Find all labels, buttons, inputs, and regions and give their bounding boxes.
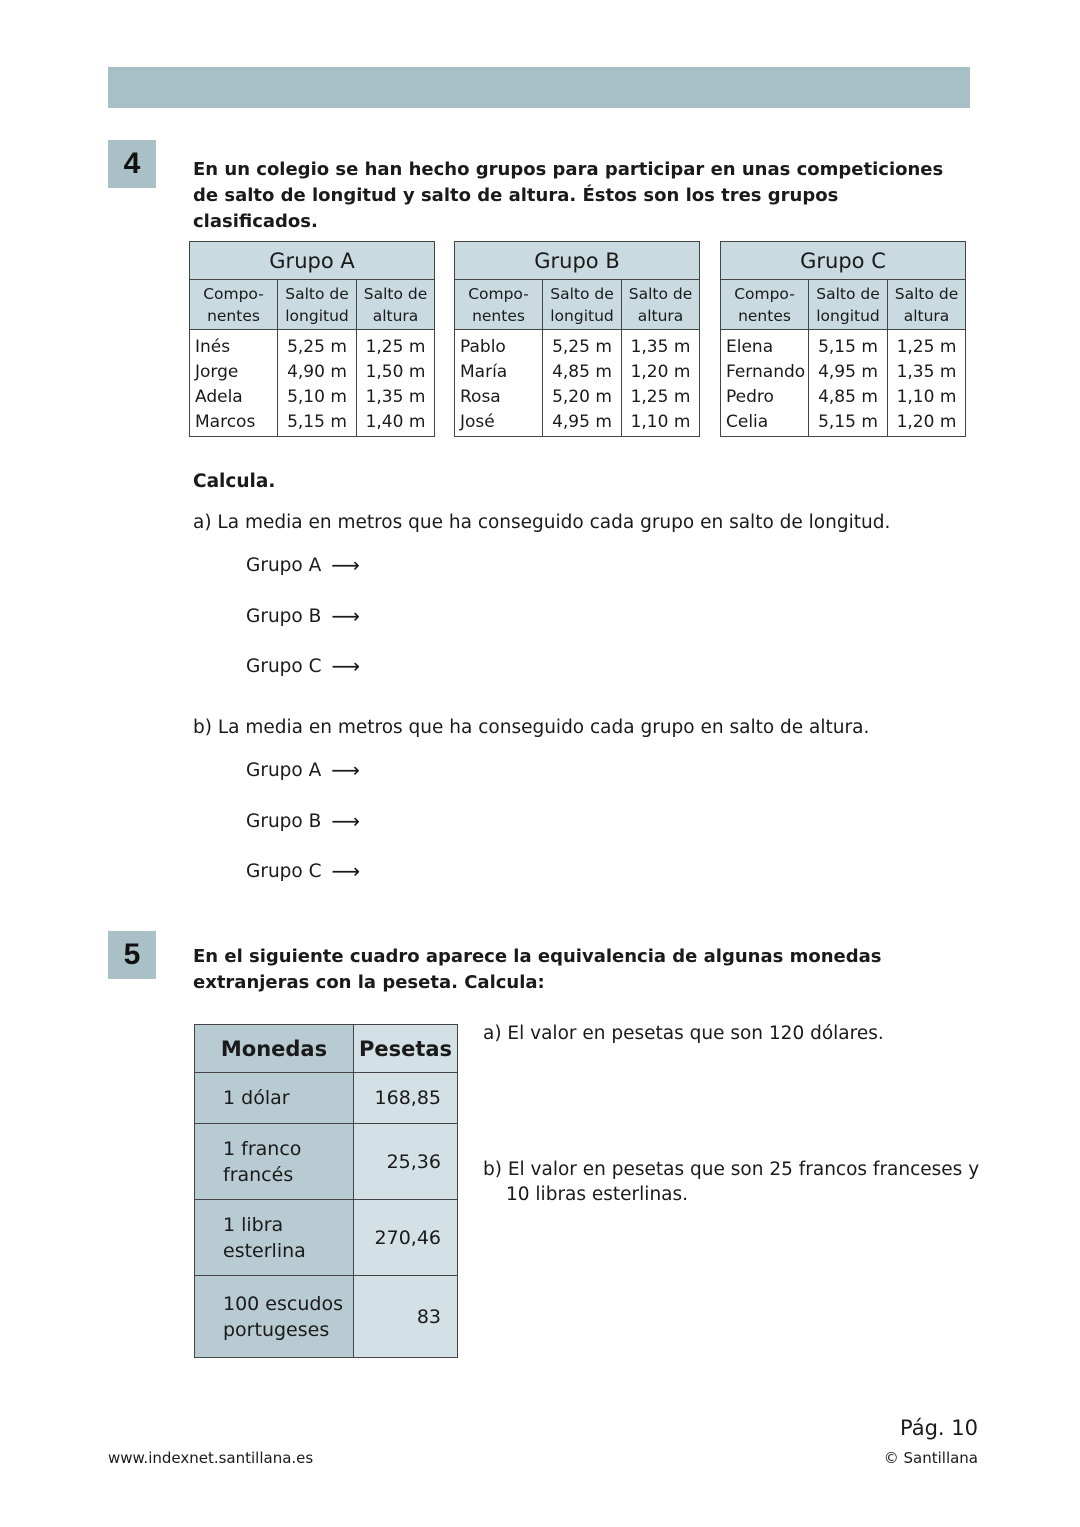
table-row	[195, 1276, 458, 1358]
table-cell: Marcos	[195, 412, 256, 432]
arrow-icon: ⟶	[331, 553, 360, 577]
column-longitud	[543, 330, 622, 437]
column-header: Salto de altura	[357, 280, 435, 330]
currency-name: 1 dólar	[195, 1073, 354, 1124]
group-label: Grupo C	[246, 655, 322, 677]
exercise-number: 5	[108, 931, 156, 979]
column-longitud	[809, 330, 888, 437]
column-header: Pesetas	[354, 1025, 458, 1073]
column-header: Compo- nentes	[190, 280, 278, 330]
table-row	[195, 1200, 458, 1276]
column-header: Compo- nentes	[721, 280, 809, 330]
answer-line	[246, 604, 360, 628]
table-cell: 1,35 m	[630, 337, 691, 357]
group-title: Grupo B	[455, 242, 700, 280]
table-cell: 5,10 m	[287, 387, 347, 407]
table-cell: 1,25 m	[365, 337, 426, 357]
table-cell: 1,25 m	[630, 387, 691, 407]
group-title: Grupo A	[190, 242, 435, 280]
question-b-cont: 10 libras esterlinas.	[506, 1184, 689, 1205]
question-b: b) El valor en pesetas que son 25 francos franceses y	[483, 1159, 980, 1180]
table-cell: 5,20 m	[552, 387, 612, 407]
group-table	[454, 241, 700, 437]
column-header: Salto de altura	[622, 280, 700, 330]
column-header: Salto de longitud	[809, 280, 888, 330]
column-header: Monedas	[195, 1025, 354, 1073]
table-cell: 5,15 m	[287, 412, 347, 432]
table-cell: 1,50 m	[365, 362, 426, 382]
calcula-label: Calcula.	[193, 471, 276, 492]
question-b: b) La media en metros que ha conseguido cada grupo en salto de altura.	[193, 717, 870, 738]
currency-table	[194, 1024, 458, 1358]
column-header: Salto de longitud	[543, 280, 622, 330]
table-cell: Jorge	[195, 362, 239, 382]
table-cell: Pedro	[726, 387, 774, 407]
group-table	[189, 241, 435, 437]
table-cell: 1,40 m	[365, 412, 426, 432]
table-cell: Fernando	[726, 362, 806, 382]
table-cell: 4,90 m	[287, 362, 347, 382]
group-table	[720, 241, 966, 437]
table-cell: 5,25 m	[287, 337, 347, 357]
answer-line	[246, 654, 360, 678]
table-cell: Celia	[726, 412, 769, 432]
group-label: Grupo C	[246, 860, 322, 882]
column-altura	[888, 330, 966, 437]
group-label: Grupo B	[246, 605, 322, 627]
answer-line	[246, 859, 360, 883]
arrow-icon: ⟶	[331, 859, 361, 883]
currency-name: 100 escudos portugeses	[195, 1276, 354, 1358]
column-header: Salto de altura	[888, 280, 966, 330]
column-names	[721, 330, 809, 437]
table-cell: 1,20 m	[896, 412, 957, 432]
currency-name: 1 franco francés	[195, 1124, 354, 1200]
table-cell: 5,25 m	[552, 337, 612, 357]
peseta-value: 168,85	[354, 1073, 458, 1124]
table-cell: Adela	[195, 387, 243, 407]
answer-line	[246, 809, 360, 833]
header-bar	[108, 67, 970, 108]
table-cell: 1,10 m	[896, 387, 957, 407]
table-cell: 4,85 m	[552, 362, 612, 382]
table-cell: María	[460, 362, 508, 382]
page-number: Pág. 10	[900, 1416, 978, 1440]
arrow-icon: ⟶	[331, 604, 360, 628]
table-cell: Pablo	[460, 337, 506, 357]
table-row	[195, 1124, 458, 1200]
peseta-value: 270,46	[354, 1200, 458, 1276]
table-cell: 5,15 m	[818, 337, 878, 357]
currency-name: 1 libra esterlina	[195, 1200, 354, 1276]
column-names	[455, 330, 543, 437]
arrow-icon: ⟶	[331, 758, 360, 782]
table-cell: José	[460, 412, 495, 432]
question-a: a) La media en metros que ha conseguido cada grupo en salto de longitud.	[193, 512, 891, 533]
table-cell: 4,95 m	[552, 412, 612, 432]
table-cell: 1,35 m	[365, 387, 426, 407]
group-label: Grupo B	[246, 810, 322, 832]
column-header: Compo- nentes	[455, 280, 543, 330]
question-a: a) El valor en pesetas que son 120 dólares.	[483, 1023, 884, 1044]
column-names	[190, 330, 278, 437]
footer-url[interactable]: www.indexnet.santillana.es	[108, 1449, 314, 1467]
column-altura	[622, 330, 700, 437]
group-title: Grupo C	[721, 242, 966, 280]
exercise-statement: En un colegio se han hecho grupos para participar en unas competiciones de salto de longitud y salto de altura. Éstos son los tres grupos clasificados.	[193, 159, 944, 232]
table-cell: Rosa	[460, 387, 501, 407]
column-longitud	[278, 330, 357, 437]
answer-line	[246, 758, 360, 782]
exercise-statement: En el siguiente cuadro aparece la equivalencia de algunas monedas extranjeras con la peseta. Calcula:	[193, 946, 882, 993]
column-altura	[357, 330, 435, 437]
column-header: Salto de longitud	[278, 280, 357, 330]
arrow-icon: ⟶	[331, 654, 361, 678]
table-cell: 4,85 m	[818, 387, 878, 407]
table-row	[195, 1073, 458, 1124]
table-cell: 1,35 m	[896, 362, 957, 382]
table-cell: 1,20 m	[630, 362, 691, 382]
copyright: © Santillana	[883, 1449, 978, 1467]
peseta-value: 83	[354, 1276, 458, 1358]
group-label: Grupo A	[246, 554, 322, 576]
answer-line	[246, 553, 360, 577]
peseta-value: 25,36	[354, 1124, 458, 1200]
table-cell: 1,25 m	[896, 337, 957, 357]
exercise-number: 4	[108, 140, 156, 188]
group-label: Grupo A	[246, 759, 322, 781]
table-cell: 1,10 m	[630, 412, 691, 432]
table-cell: Elena	[726, 337, 774, 357]
table-cell: 5,15 m	[818, 412, 878, 432]
table-cell: 4,95 m	[818, 362, 878, 382]
arrow-icon: ⟶	[331, 809, 360, 833]
table-cell: Inés	[195, 337, 231, 357]
